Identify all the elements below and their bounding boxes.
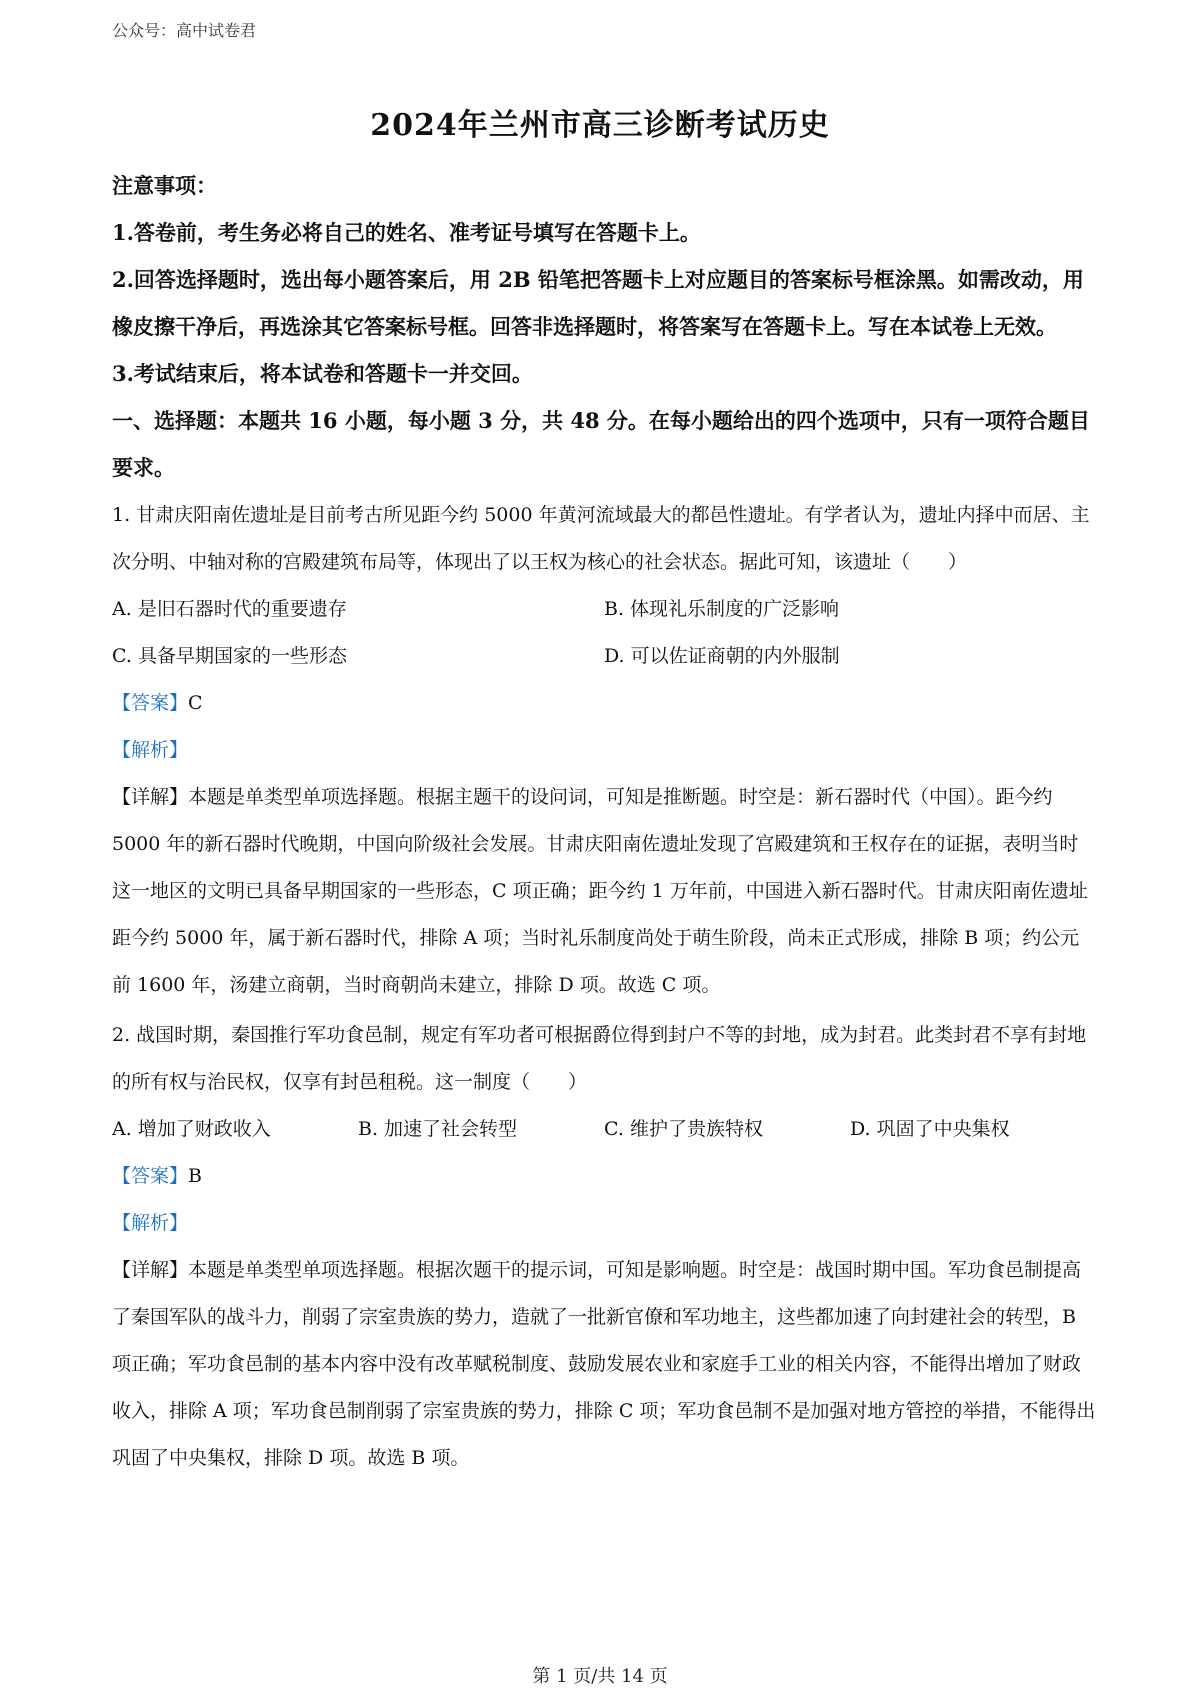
answer-line [112, 1153, 1097, 1200]
notice-heading: 注意事项： [112, 173, 217, 198]
source-header: 公众号：高中试卷君 [112, 21, 257, 40]
options-row [112, 1106, 1097, 1153]
question-1 [112, 492, 1097, 1009]
answer-value: C [188, 692, 203, 714]
option-b: B. 加速了社会转型 [358, 1118, 518, 1140]
detail-tag: 【详解】 [112, 1259, 189, 1281]
section-heading: 一、选择题：本题共 16 小题，每小题 3 分，共 48 分。在每小题给出的四个选项中，只有一项符合题目要求。 [112, 408, 1090, 480]
page-title: 2024年兰州市高三诊断考试历史 [370, 108, 830, 143]
detail-paragraph [112, 774, 1097, 1009]
analysis-tag: 【解析】 [112, 739, 189, 761]
question-stem: 1. 甘肃庆阳南佐遗址是目前考古所见距今约 5000 年黄河流域最大的都邑性遗址。有学者认为，遗址内择中而居、主次分明、中轴对称的宫殿建筑布局等，体现出了以王权为核心的社会状态。据此可知，该遗址（ ） [112, 504, 1090, 573]
answer-line [112, 680, 1097, 727]
notice-item: 2.回答选择题时，选出每小题答案后，用 2B 铅笔把答题卡上对应题目的答案标号框涂黑。如需改动，用橡皮擦干净后，再选涂其它答案标号框。回答非选择题时，将答案写在答题卡上。写在本试卷上无效。 [112, 267, 1084, 339]
option-a: A. 是旧石器时代的重要遗存 [112, 598, 347, 620]
option-d: D. 巩固了中央集权 [850, 1118, 1010, 1140]
option-b: B. 体现礼乐制度的广泛影响 [604, 598, 840, 620]
answer-tag: 【答案】 [112, 692, 189, 714]
detail-paragraph [112, 1247, 1097, 1482]
answer-tag: 【答案】 [112, 1165, 189, 1187]
notice-item: 1.答卷前，考生务必将自己的姓名、准考证号填写在答题卡上。 [112, 220, 701, 245]
page-number: 第 1 页/共 14 页 [532, 1666, 668, 1687]
detail-tag: 【详解】 [112, 786, 189, 808]
detail-text: 本题是单类型单项选择题。根据次题干的提示词，可知是影响题。时空是：战国时期中国。军功食邑制提高了秦国军队的战斗力，削弱了宗室贵族的势力，造就了一批新官僚和军功地主，这些都加速了向封建社会的转型，B 项正确；军功食邑制的基本内容中没有改革赋税制度、鼓励发展农业和家庭手工业的相关内容，不能得出增加了财政收入，排除 A 项；军功食邑制削弱了宗室贵族的势力，排除 C 项；军功食邑制不是加强对地方管控的举措，不能得出巩固了中央集权，排除 D 项。故选 B 项。 [112, 1259, 1096, 1469]
detail-text: 本题是单类型单项选择题。根据主题干的设问词，可知是推断题。时空是：新石器时代（中国）。距今约 5000 年的新石器时代晚期，中国向阶级社会发展。甘肃庆阳南佐遗址发现了宫殿建筑和王权存在的证据，表明当时这一地区的文明已具备早期国家的一些形态，C 项正确；距今约 1 万年前，中国进入新石器时代。甘肃庆阳南佐遗址距今约 5000 年，属于新石器时代，排除 A 项；当时礼乐制度尚处于萌生阶段，尚未正式形成，排除 B 项；约公元前 1600 年，汤建立商朝，当时商朝尚未建立，排除 D 项。故选 C 项。 [112, 786, 1088, 996]
analysis-line [112, 1200, 1097, 1247]
notice-item: 3.考试结束后，将本试卷和答题卡一并交回。 [112, 361, 533, 386]
option-c: C. 具备早期国家的一些形态 [112, 645, 347, 667]
notice-section [112, 162, 1097, 491]
question-stem: 2. 战国时期，秦国推行军功食邑制，规定有军功者可根据爵位得到封户不等的封地，成为封君。此类封君不享有封地的所有权与治民权，仅享有封邑租税。这一制度（ ） [112, 1024, 1087, 1093]
answer-value: B [188, 1165, 202, 1187]
options-row [112, 586, 1097, 633]
option-a: A. 增加了财政收入 [112, 1118, 271, 1140]
option-c: C. 维护了贵族特权 [604, 1118, 763, 1140]
question-2 [112, 1012, 1097, 1482]
analysis-tag: 【解析】 [112, 1212, 189, 1234]
options-row [112, 633, 1097, 680]
option-d: D. 可以佐证商朝的内外服制 [604, 645, 840, 667]
analysis-line [112, 727, 1097, 774]
